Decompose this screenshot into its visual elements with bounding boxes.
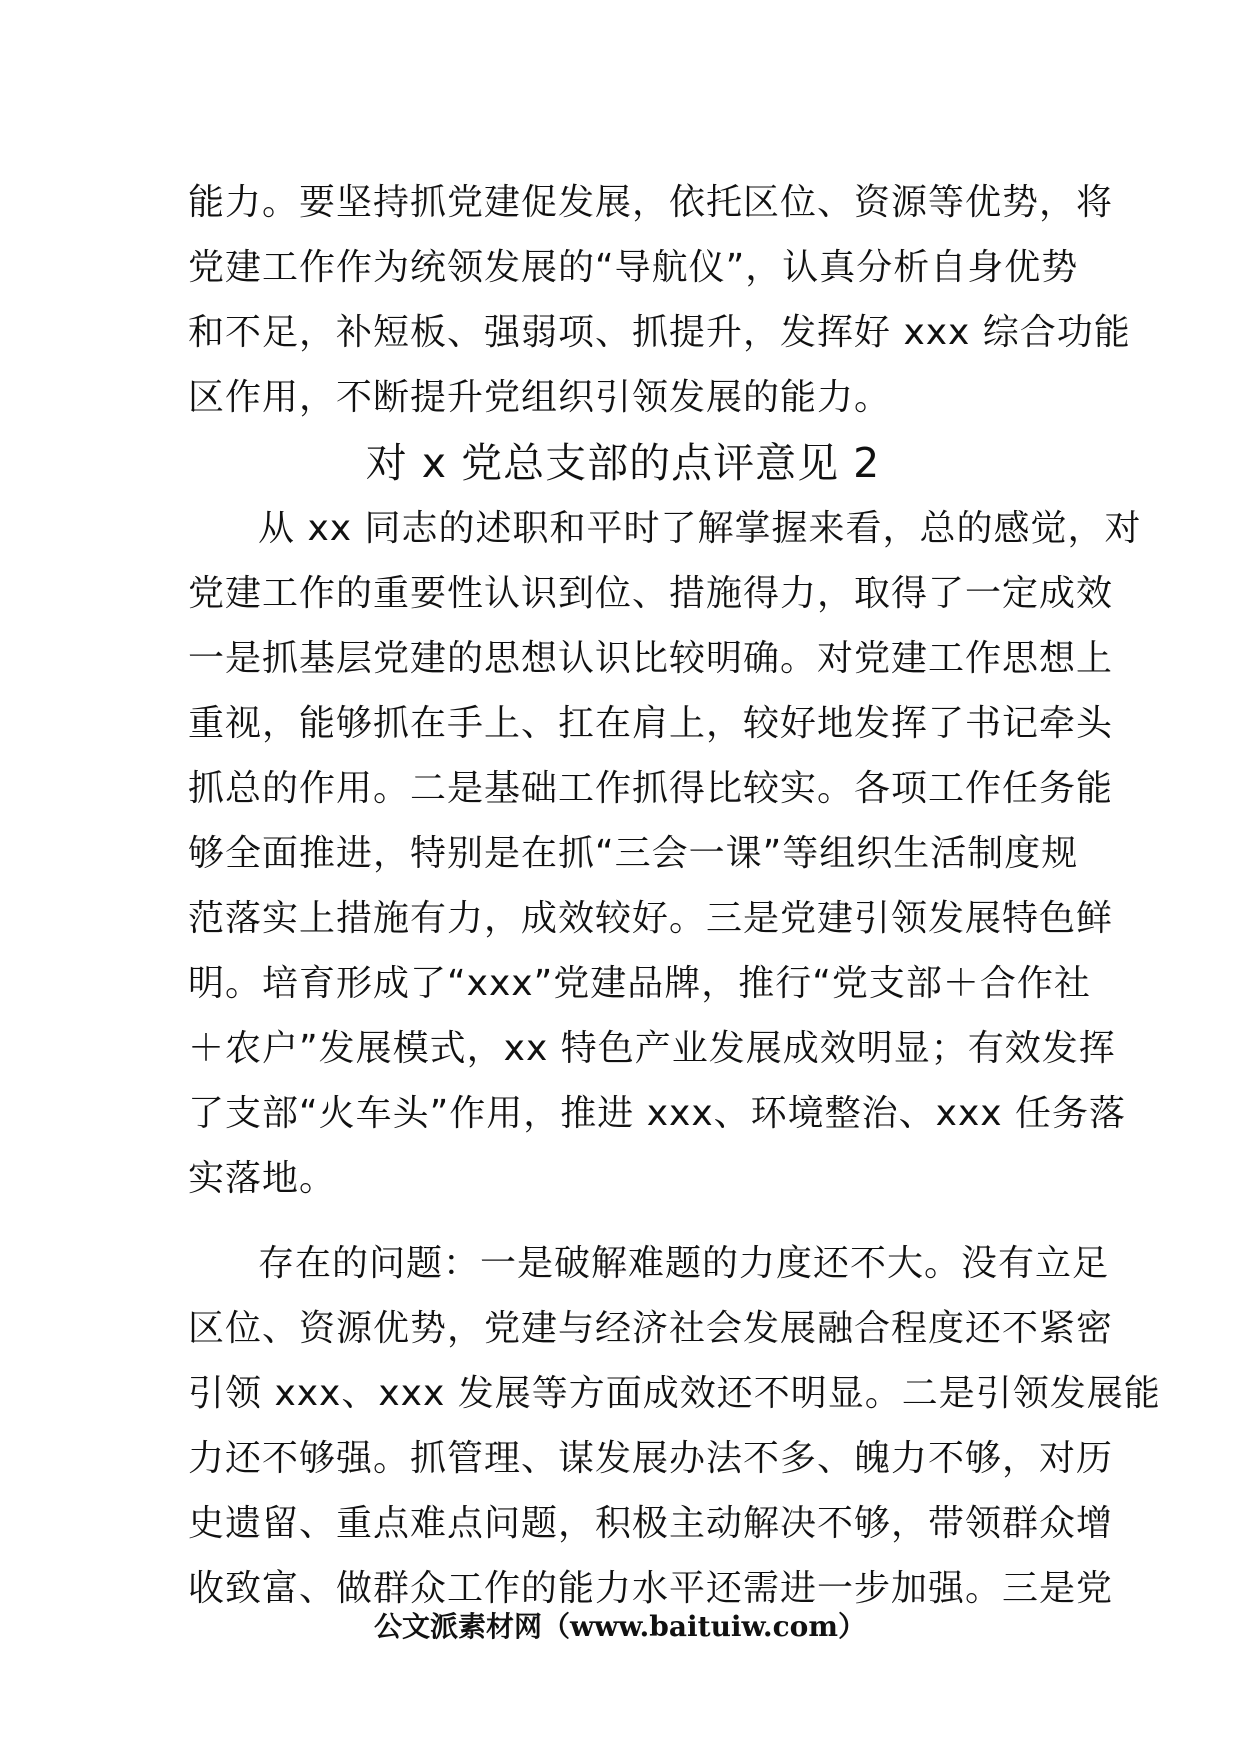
text-line: 明。培育形成了“xxx”党建品牌，推行“党支部＋合作社 bbox=[188, 963, 1091, 1004]
text-line: 实落地。 bbox=[188, 1158, 337, 1199]
intro-paragraph bbox=[188, 170, 1131, 430]
text-line: 抓总的作用。二是基础工作抓得比较实。各项工作任务能 bbox=[188, 768, 1114, 809]
text-line: 一是抓基层党建的思想认识比较明确。对党建工作思想上 bbox=[188, 638, 1114, 679]
document-body bbox=[188, 170, 1161, 1621]
text-line: 区位、资源优势，党建与经济社会发展融合程度还不紧密 bbox=[188, 1308, 1114, 1349]
text-line: 重视，能够抓在手上、扛在肩上，较好地发挥了书记牵头 bbox=[188, 703, 1114, 744]
text-line: 党建工作的重要性认识到位、措施得力，取得了一定成效 bbox=[188, 573, 1114, 614]
text-line: 史遗留、重点难点问题，积极主动解决不够，带领群众增 bbox=[188, 1503, 1114, 1544]
paragraph-spacer bbox=[188, 1211, 1058, 1231]
paragraph-problems bbox=[188, 1231, 1161, 1621]
text-line: 党建工作作为统领发展的“导航仪”，认真分析自身优势 bbox=[188, 247, 1079, 288]
text-line: 够全面推进，特别是在抓“三会一课”等组织生活制度规 bbox=[188, 833, 1079, 874]
text-line: 从 xx 同志的述职和平时了解掌握来看，总的感觉，对 bbox=[258, 508, 1142, 549]
paragraph-evaluation bbox=[188, 496, 1142, 1211]
text-line: 力还不够强。抓管理、谋发展办法不多、魄力不够，对历 bbox=[188, 1438, 1114, 1479]
text-line: 引领 xxx、xxx 发展等方面成效还不明显。二是引领发展能 bbox=[188, 1373, 1161, 1414]
text-line: 收致富、做群众工作的能力水平还需进一步加强。三是党 bbox=[188, 1568, 1114, 1609]
text-line: 范落实上措施有力，成效较好。三是党建引领发展特色鲜 bbox=[188, 898, 1114, 939]
section-heading: 对 x 党总支部的点评意见 2 bbox=[365, 439, 881, 487]
text-line: 了支部“火车头”作用，推进 xxx、环境整治、xxx 任务落 bbox=[188, 1093, 1127, 1134]
text-line: ＋农户”发展模式，xx 特色产业发展成效明显；有效发挥 bbox=[188, 1028, 1116, 1069]
footer-watermark: 公文派素材网（www.baituiw.com） bbox=[374, 1610, 866, 1643]
text-line: 区作用，不断提升党组织引领发展的能力。 bbox=[188, 377, 892, 418]
text-line: 和不足，补短板、强弱项、抓提升，发挥好 xxx 综合功能 bbox=[188, 312, 1131, 353]
text-line: 能力。要坚持抓党建促发展，依托区位、资源等优势，将 bbox=[188, 182, 1114, 223]
text-line: 存在的问题：一是破解难题的力度还不大。没有立足 bbox=[258, 1243, 1110, 1284]
